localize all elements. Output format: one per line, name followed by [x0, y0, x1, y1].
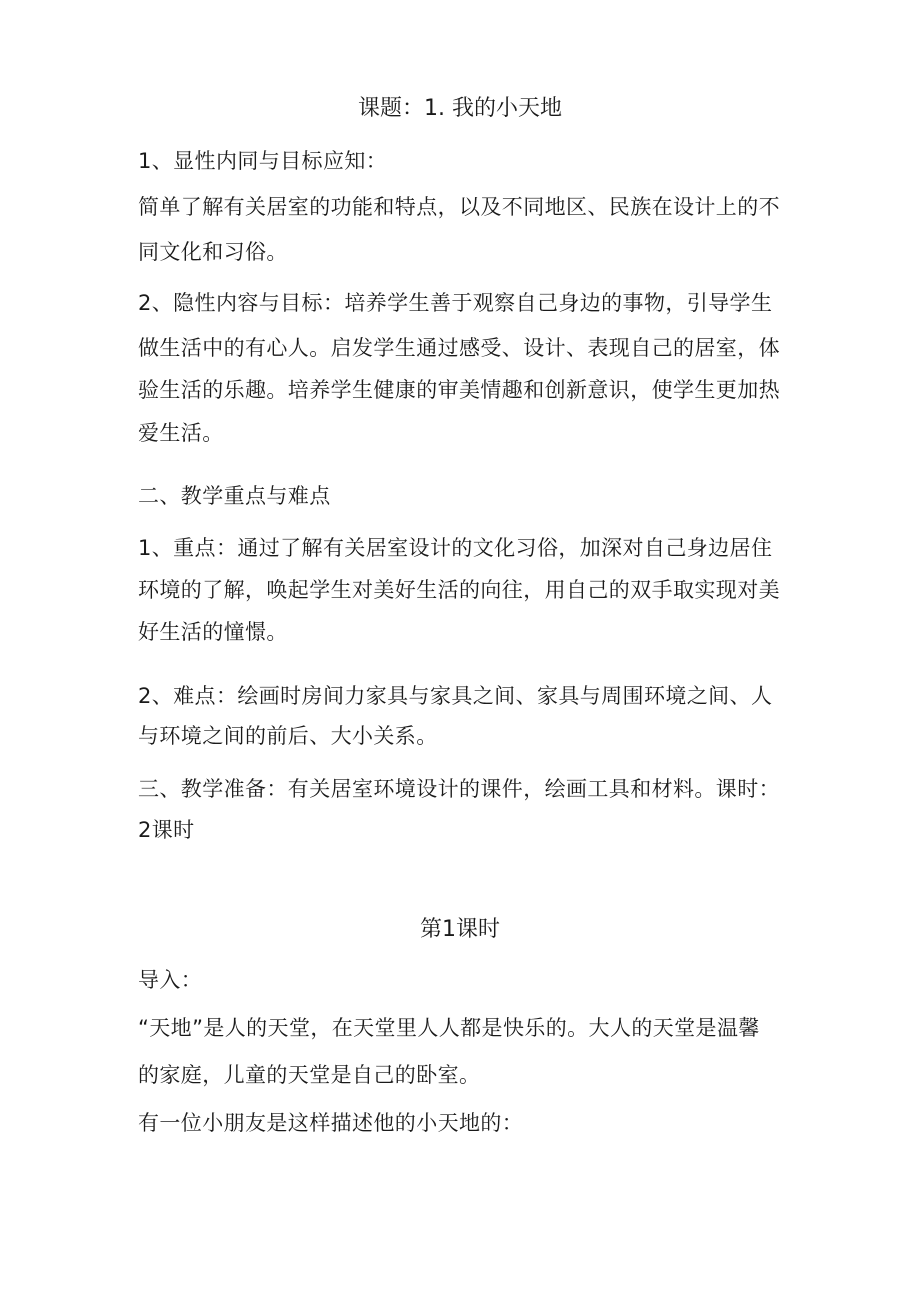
preparation-line2: 2课时 [138, 818, 195, 842]
section1-text-line2: 同文化和习俗。 [138, 240, 288, 264]
lesson-para-line2: 的家庭，儿童的天堂是自己的卧室。 [138, 1063, 481, 1087]
difficulty-line1: 2、难点：绘画时房间力家具与家具之间、家具与周围环境之间、人 [138, 684, 773, 708]
key-point-line3: 好生活的憧憬。 [138, 620, 288, 644]
section3-heading: 二、教学重点与难点 [138, 484, 331, 508]
document-title: 课题：1. 我的小天地 [358, 96, 562, 121]
preparation-line1: 三、教学准备：有关居室环境设计的课件，绘画工具和材料。课时： [138, 777, 780, 801]
lesson-intro-heading: 导入： [138, 968, 203, 992]
section2-line3: 验生活的乐趣。培养学生健康的审美情趣和创新意识，使学生更加热 [138, 378, 780, 402]
key-point-line2: 环境的了解，唤起学生对美好生活的向往，用自己的双手取实现对美 [138, 578, 780, 602]
section2-line2: 做生活中的有心人。启发学生通过感受、设计、表现自己的居室，体 [138, 336, 780, 360]
difficulty-line2: 与环境之间的前后、大小关系。 [138, 724, 438, 748]
section2-line4: 爱生活。 [138, 421, 224, 445]
key-point-line1: 1、重点：通过了解有关居室设计的文化习俗，加深对自己身边居住 [138, 536, 773, 560]
section1-text-line1: 简单了解有关居室的功能和特点，以及不同地区、民族在设计上的不 [138, 195, 780, 219]
section1-heading: 1、显性内同与目标应知： [138, 149, 388, 173]
lesson-para-line1: “天地”是人的天堂，在天堂里人人都是快乐的。大人的天堂是温馨 [138, 1016, 760, 1040]
lesson-last-line: 有一位小朋友是这样描述他的小天地的： [138, 1111, 524, 1135]
lesson-title: 第1课时 [420, 917, 500, 942]
section2-line1: 2、隐性内容与目标：培养学生善于观察自己身边的事物，引导学生 [138, 291, 773, 315]
